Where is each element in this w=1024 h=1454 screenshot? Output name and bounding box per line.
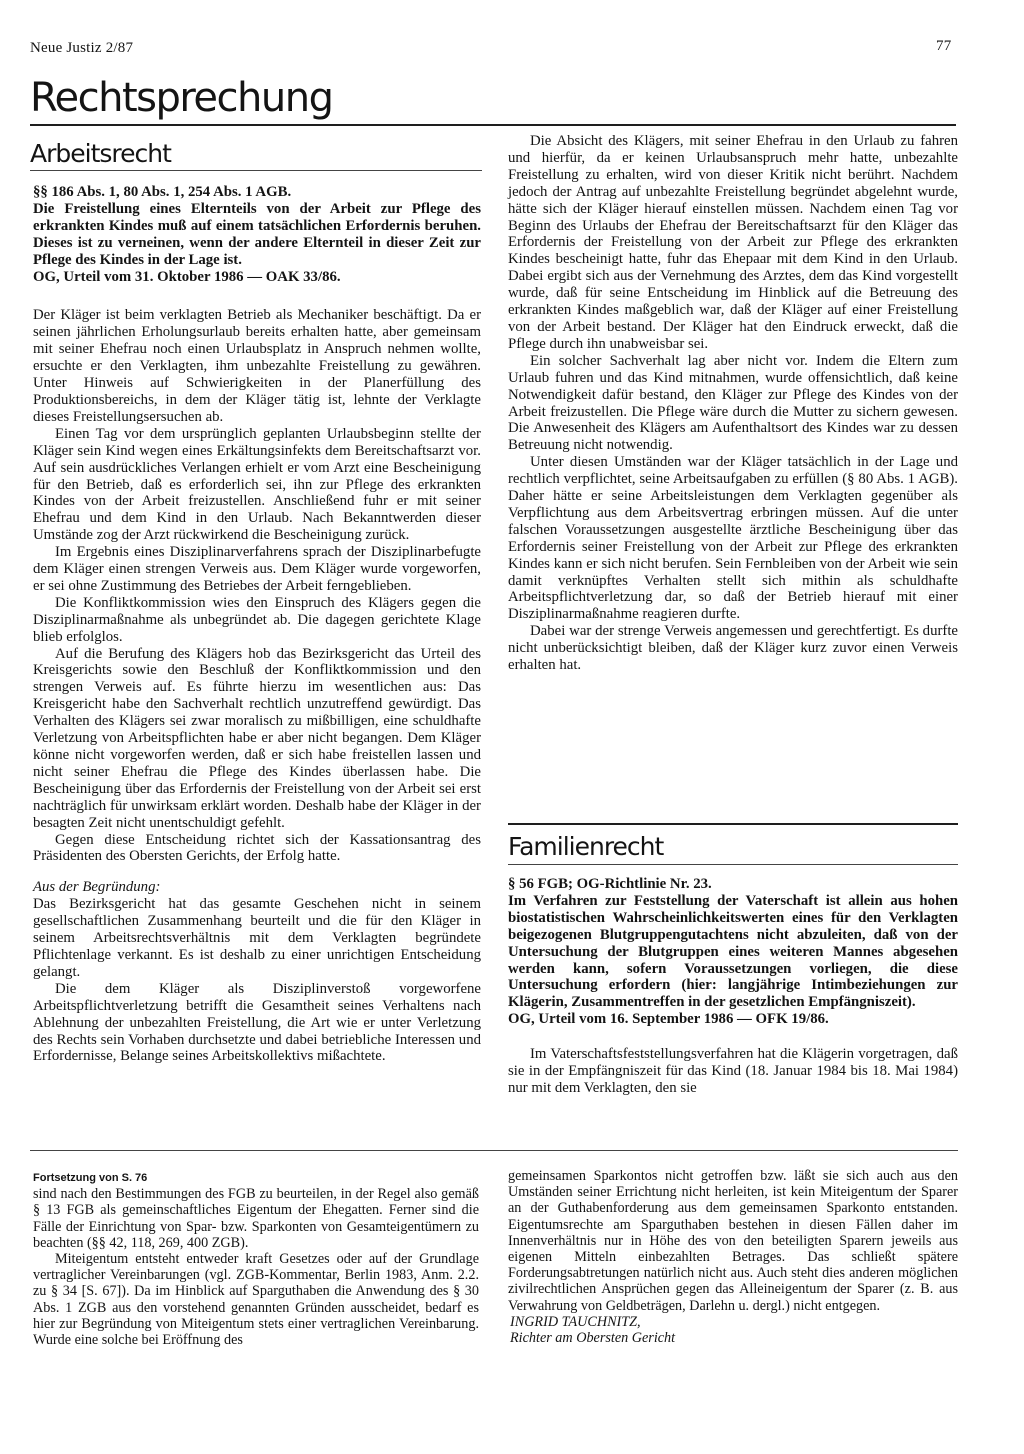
familienrecht-column xyxy=(508,876,958,1097)
body-paragraph: Die Konfliktkommission wies den Einspruch des Klägers gegen die Disziplinarmaßnahme als unbegründet ab. Die dagegen gerichtete Klage blieb erfolglos. xyxy=(33,594,481,645)
body-paragraph: Im Vaterschaftsfeststellungsverfahren hat die Klägerin vorgetragen, daß sie in der Empfängniszeit für das Kind (18. Januar 1984 bis 18. Mai 1984) nur mit dem Verklagten, den sie xyxy=(508,1046,958,1096)
body-paragraph: gemeinsamen Sparkontos nicht getroffen bzw. läßt sie sich auch aus den Umständen seiner Errichtung nicht herleiten, ist kein Miteigentum der Sparer an der Guthabenforderung aus dem gemeinsamen Sparkonto entstanden. Eigentumsrechte am Sparguthaben bestehen in diesen Fällen daher im Innenverhältnis nur in Höhe des von den beteiligten Sparern jeweils aus eigenen Mitteln einbezahlten Betrages. Das schließt spätere Forderungsabtretungen natürlich nicht aus. Auch steht dies anderen möglichen zivilrechtlichen Ansprüchen gegen das Alleineigentum der Sparer (z. B. aus Verwahrung von Geldbeträgen, Darlehn u. dergl.) nicht entgegen. xyxy=(508,1168,958,1314)
arbeitsrecht-statute: §§ 186 Abs. 1, 80 Abs. 1, 254 Abs. 1 AGB. xyxy=(33,184,292,200)
body-paragraph: Unter diesen Umständen war der Kläger tatsächlich in der Lage und rechtlich verpflichtet, seine Arbeitsaufgaben zu erfüllen (§ 80 Abs. 1 AGB). Daher hätte er seine Arbeitsleistungen dem Verklagten gegenüber als Verpflichtung aus dem Arbeitsvertrag erbringen müssen. Auf die unter falschen Voraussetzungen ausgestellte ärztliche Bescheinigung über das Erfordernis seiner Freistellung von der Arbeit zur Pflege des erkrankten Kindes kann er sich nicht berufen. Sein Fernbleiben von der Arbeit wie sein damit verknüpftes Verhalten stellt sich mithin als schuldhafte Arbeitspflichtverletzung dar, so daß der Betrieb hierauf mit einer Disziplinarmaßnahme reagieren durfte. xyxy=(508,454,958,623)
arbeitsrecht-heading: Arbeitsrecht xyxy=(30,139,171,168)
familienrecht-citation: OG, Urteil vom 16. September 1986 — OFK 19/86. xyxy=(508,1011,829,1028)
familienrecht-statute: § 56 FGB; OG-Richtlinie Nr. 23. xyxy=(508,876,712,892)
continuation-left-column xyxy=(33,1170,479,1348)
continuation-right-column xyxy=(508,1168,958,1346)
arbeitsrecht-headnote: Die Freistellung eines Elternteils von der Arbeit zur Pflege des erkrankten Kindes muß auf einem tatsächlichen Erfordernis beruhen. Dieses ist zu verneinen, wenn der andere Elternteil in dieser Zeit zur Pflege des Kindes in der Lage ist. xyxy=(33,200,481,268)
continuation-label: Fortsetzung von S. 76 xyxy=(33,1172,148,1184)
familienrecht-headnote: Im Verfahren zur Feststellung der Vaterschaft ist allein aus hohen biostatistischen Wahrscheinlichkeitswerten eines für den Verklagten beigezogenen Blutgruppengutachtens nicht abzuleiten, daß von der Untersuchung der Blutgruppen eines weiteren Mannes abgesehen werden kann, sofern Voraussetzungen vorliegen, die diese Untersuchung erfordern (hier: langjährige Intimbeziehungen zur Klägerin, Zusammentreffen in der gesetzlichen Empfängniszeit). xyxy=(508,892,958,1011)
body-paragraph: Das Bezirksgericht hat das gesamte Geschehen nicht in seinem gesellschaftlichen Zusammenhang beurteilt und die für den Kläger in seinem Arbeitsrechtsverhältnis mit dem Verklagten begründete Pflichtenlage verkannt. Es ist deshalb zu einer unrichtigen Entscheidung gelangt. xyxy=(33,896,481,980)
body-paragraph: Ein solcher Sachverhalt lag aber nicht vor. Indem die Eltern zum Urlaub fuhren und das Kind mitnahmen, wurde offensichtlich, daß keine Notwendigkeit dafür bestand, den Kläger zur Pflege des Kindes von der Arbeit freizustellen. Die Pflege wäre durch die Mutter zu sichern gewesen. Die Anwesenheit des Klägers am Aufenthaltsort des Kindes war zu dessen Betreuung nicht notwendig. xyxy=(508,352,958,454)
page-number: 77 xyxy=(936,38,952,54)
arbeitsrecht-citation: OG, Urteil vom 31. Oktober 1986 — OAK 33/86. xyxy=(33,268,341,285)
arbeitsrecht-right-column xyxy=(508,133,958,674)
body-paragraph: Im Ergebnis eines Disziplinarverfahrens sprach der Disziplinarbefugte dem Kläger einen strengen Verweis aus. Dem Kläger wurde vorgeworfen, er sei ohne Zustimmung des Betriebes der Arbeit ferngeblieben. xyxy=(33,544,481,594)
author-title: Richter am Obersten Gericht xyxy=(510,1330,676,1347)
continuation-divider xyxy=(30,1150,958,1151)
arbeitsrecht-rule xyxy=(30,170,482,171)
body-paragraph: Die Absicht des Klägers, mit seiner Ehefrau in den Urlaub zu fahren und hierfür, da er keinen Urlaubsanspruch mehr hatte, unbezahlte Freistellung zu erhalten, wird von dieser Kritik nicht berührt. Nachdem jedoch der Antrag auf unbezahlte Freistellung begründet abgelehnt wurde, hätte sich der Kläger hierauf einstellen müssen. Nachdem einen Tag vor Beginn des Urlaubs der Ehefrau der Bereitschaftsarzt für den Kläger das Erfordernis der Freistellung von der Arbeit zur Pflege des erkrankten Kindes bescheinigt hatte, fuhr das Ehepaar mit dem Kind in den Urlaub. Dabei ergibt sich aus der Vernehmung des Arztes, dem das Kind vorgestellt wurde, daß für seine Entscheidung im Hinblick auf die Betreuung des erkrankten Kindes maßgeblich war, daß der Kläger auf einer Freistellung von der Arbeit bestand. Der Kläger hat den Eindruck erweckt, daß die Pflege durch ihn unabweisbar sei. xyxy=(508,133,958,352)
body-paragraph: Miteigentum entsteht entweder kraft Gesetzes oder auf der Grundlage vertraglicher Vereinbarungen (vgl. ZGB-Kommentar, Berlin 1983, Anm. 2.2. zu § 34 [S. 67]). Da im Hinblick auf Sparguthaben die Anwendung des § 30 Abs. 1 ZGB aus den vorstehend genannten Gründen ausscheidet, bedarf es hier zur Begründung von Miteigentum stets einer vertraglichen Vereinbarung. Wurde eine solche bei Eröffnung des xyxy=(33,1251,479,1349)
familienrecht-rule xyxy=(508,864,958,865)
body-paragraph: Einen Tag vor dem ursprünglich geplanten Urlaubsbeginn stellte der Kläger sein Kind wegen eines Erkältungsinfekts dem Bereitschaftsarzt vor. Auf sein ausdrückliches Verlangen erhielt er vom Arzt eine Bescheinigung für den Betrieb, daß es erforderlich sei, ihn zur Pflege des erkrankten Kindes von der Arbeit freizustellen. Anschließend fuhr er mit seiner Ehefrau und dem Kind in den Urlaub. Nach Bekanntwerden dieser Umstände zog der Arzt rückwirkend die Bescheinigung zurück. xyxy=(33,425,481,544)
familienrecht-top-rule xyxy=(508,823,958,825)
section-title-rule xyxy=(30,124,956,126)
author-name: INGRID TAUCHNITZ, xyxy=(510,1313,641,1330)
reasons-heading: Aus der Begründung: xyxy=(33,879,161,896)
body-paragraph: Der Kläger ist beim verklagten Betrieb als Mechaniker beschäftigt. Da er seinen jährlichen Erholungsurlaub bereits erhalten hatte, aber gemeinsam mit seiner Ehefrau noch einen Urlaubsplatz in Anspruch nehmen wollte, ersuchte er den Verklagten, ihm unbezahlte Freistellung zu gewähren. Unter Hinweis auf Schwierigkeiten in der Planerfüllung des Produktionsbereichs, in dem der Kläger tätig ist, lehnte der Verklagte dieses Freistellungsersuchen ab. xyxy=(33,307,481,425)
body-paragraph: Gegen diese Entscheidung richtet sich der Kassationsantrag des Präsidenten des Obersten Gerichts, der Erfolg hatte. xyxy=(33,831,481,865)
body-paragraph: Dabei war der strenge Verweis angemessen und gerechtfertigt. Es durfte nicht unberücksichtigt bleiben, daß der Kläger kurz zuvor einen Verweis erhalten hat. xyxy=(508,623,958,674)
body-paragraph: sind nach den Bestimmungen des FGB zu beurteilen, in der Regel also gemäß § 13 FGB als gemeinschaftliches Eigentum der Ehegatten. Ferner sind die Fälle der Einrichtung von Spar- bzw. Sparkonten von Gesamteigentümern zu beachten (§§ 42, 118, 269, 400 ZGB). xyxy=(33,1186,479,1251)
arbeitsrecht-left-column xyxy=(33,184,481,1065)
body-paragraph: Die dem Kläger als Disziplinverstoß vorgeworfene Arbeitspflichtverletzung betrifft die Gesamtheit seines Verhaltens nach Ablehnung der unbezahlten Freistellung, die Art wie er unter Verletzung des Rechts sein Vorhaben durchsetzte und dabei betriebliche Interessen und Erfordernisse, Belange seines Arbeitskollektivs mißachtete. xyxy=(33,980,481,1065)
section-title: Rechtsprechung xyxy=(30,75,333,121)
journal-issue: Neue Justiz 2/87 xyxy=(30,40,134,56)
familienrecht-heading: Familienrecht xyxy=(508,832,664,861)
body-paragraph: Auf die Berufung des Klägers hob das Bezirksgericht das Urteil des Kreisgerichts sowie den Beschluß der Konfliktkommission und den strengen Verweis auf. Es führte hierzu im wesentlichen aus: Das Kreisgericht habe den Sachverhalt rechtlich unzutreffend gewürdigt. Das Verhalten des Klägers sei zwar moralisch zu mißbilligen, eine schuldhafte Verletzung von Arbeitspflichten habe er aber nicht begangen. Dem Kläger könne nicht vorgeworfen werden, daß er sich habe freistellen lassen und nicht seiner Ehefrau die Pflege des Kindes überlassen habe. Die Bescheinigung über das Erfordernis der Freistellung von der Arbeit sei erst nachträglich für unwirksam erklärt worden. Deshalb habe der Kläger in der besagten Zeit nicht unentschuldigt gefehlt. xyxy=(33,645,481,831)
